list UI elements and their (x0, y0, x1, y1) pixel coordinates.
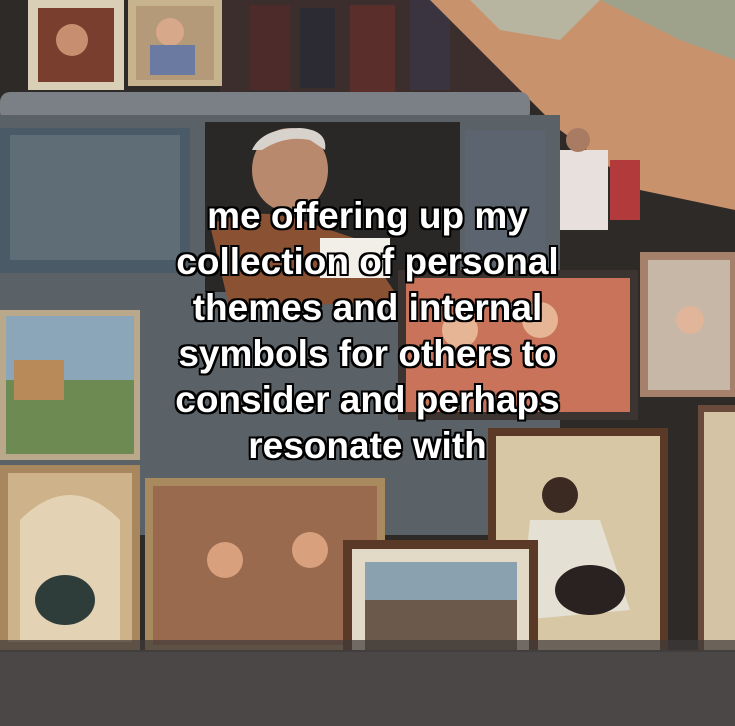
caption-line: me offering up my (207, 195, 528, 236)
pavement (0, 650, 735, 726)
meme-caption (80, 193, 655, 469)
caption-line: collection of personal (176, 241, 559, 282)
caption-line: consider and perhaps (175, 379, 560, 420)
caption-line: resonate with (248, 425, 487, 466)
caption-line: themes and internal (192, 287, 543, 328)
caption-line: symbols for others to (178, 333, 557, 374)
